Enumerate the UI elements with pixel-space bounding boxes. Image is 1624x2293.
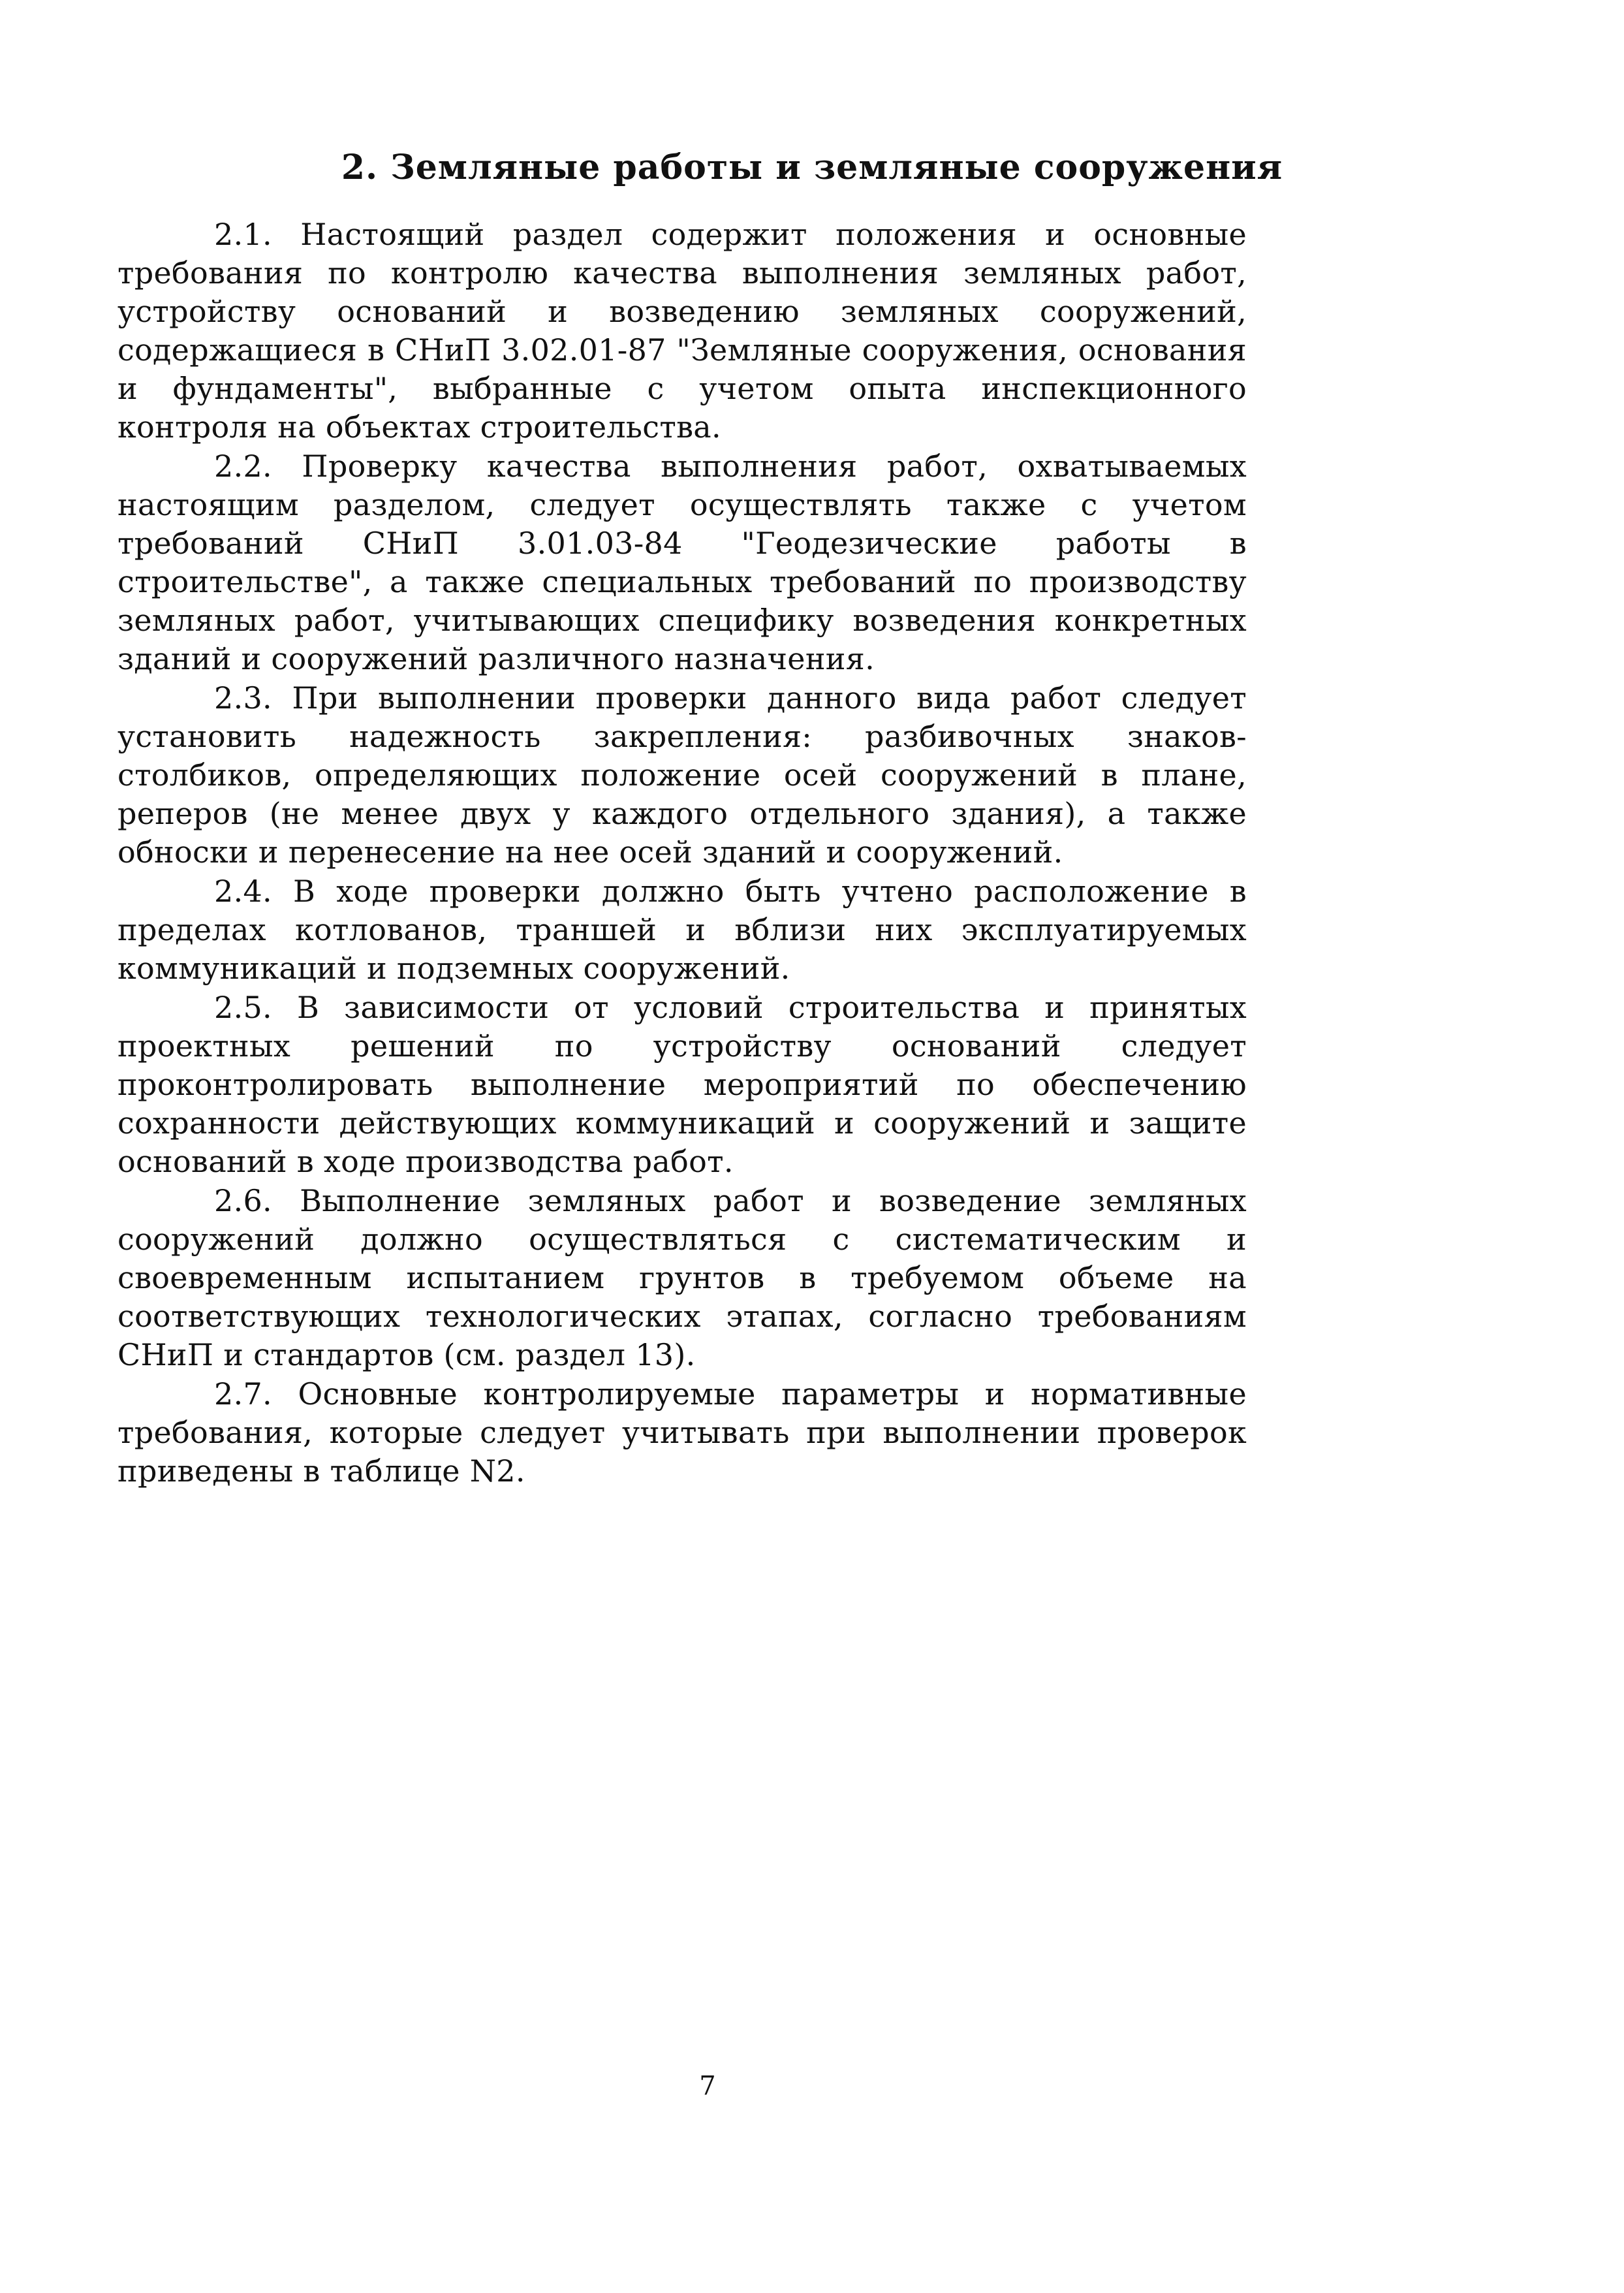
paragraph-2-4: 2.4. В ходе проверки должно быть учтено расположение в пределах котлованов, траншей и вблизи них эксплуатируемых коммуникаций и подземных сооружений. [117,874,1247,986]
section-title: 2. Земляные работы и земляные сооружения [341,148,1283,187]
paragraph-2-3: 2.3. При выполнении проверки данного вида работ следует установить надежность закрепления: разбивочных знаков-столбиков, определяющих положение осей сооружений в плане, реперов (не менее двух у каждого отдельного здания), а также обноски и перенесение на нее осей зданий и сооружений. [117,680,1247,870]
section-body [117,215,1247,1491]
paragraph-2-2: 2.2. Проверку качества выполнения работ, охватываемых настоящим разделом, следует осуществлять также с учетом требований СНиП 3.01.03-84 "Геодезические работы в строительстве", а также специальных требований по производству земляных работ, учитывающих специфику возведения конкретных зданий и сооружений различного назначения. [117,449,1247,676]
paragraph-2-5: 2.5. В зависимости от условий строительства и принятых проектных решений по устройству оснований следует проконтролировать выполнение мероприятий по обеспечению сохранности действующих коммуникаций и сооружений и защите оснований в ходе производства работ. [117,990,1247,1179]
paragraph-2-7: 2.7. Основные контролируемые параметры и нормативные требования, которые следует учитывать при выполнении проверок приведены в таблице N2. [117,1376,1247,1489]
paragraph-2-1: 2.1. Настоящий раздел содержит положения и основные требования по контролю качества выполнения земляных работ, устройству оснований и возведению земляных сооружений, содержащиеся в СНиП 3.02.01-87 "Земляные сооружения, основания и фундаменты", выбранные с учетом опыта инспекционного контроля на объектах строительства. [117,217,1247,445]
paragraph-2-6: 2.6. Выполнение земляных работ и возведение земляных сооружений должно осуществляться с систематическим и своевременным испытанием грунтов в требуемом объеме на соответствующих технологических этапах, согласно требованиям СНиП и стандартов (см. раздел 13). [117,1183,1247,1372]
page-number: 7 [699,2071,716,2101]
